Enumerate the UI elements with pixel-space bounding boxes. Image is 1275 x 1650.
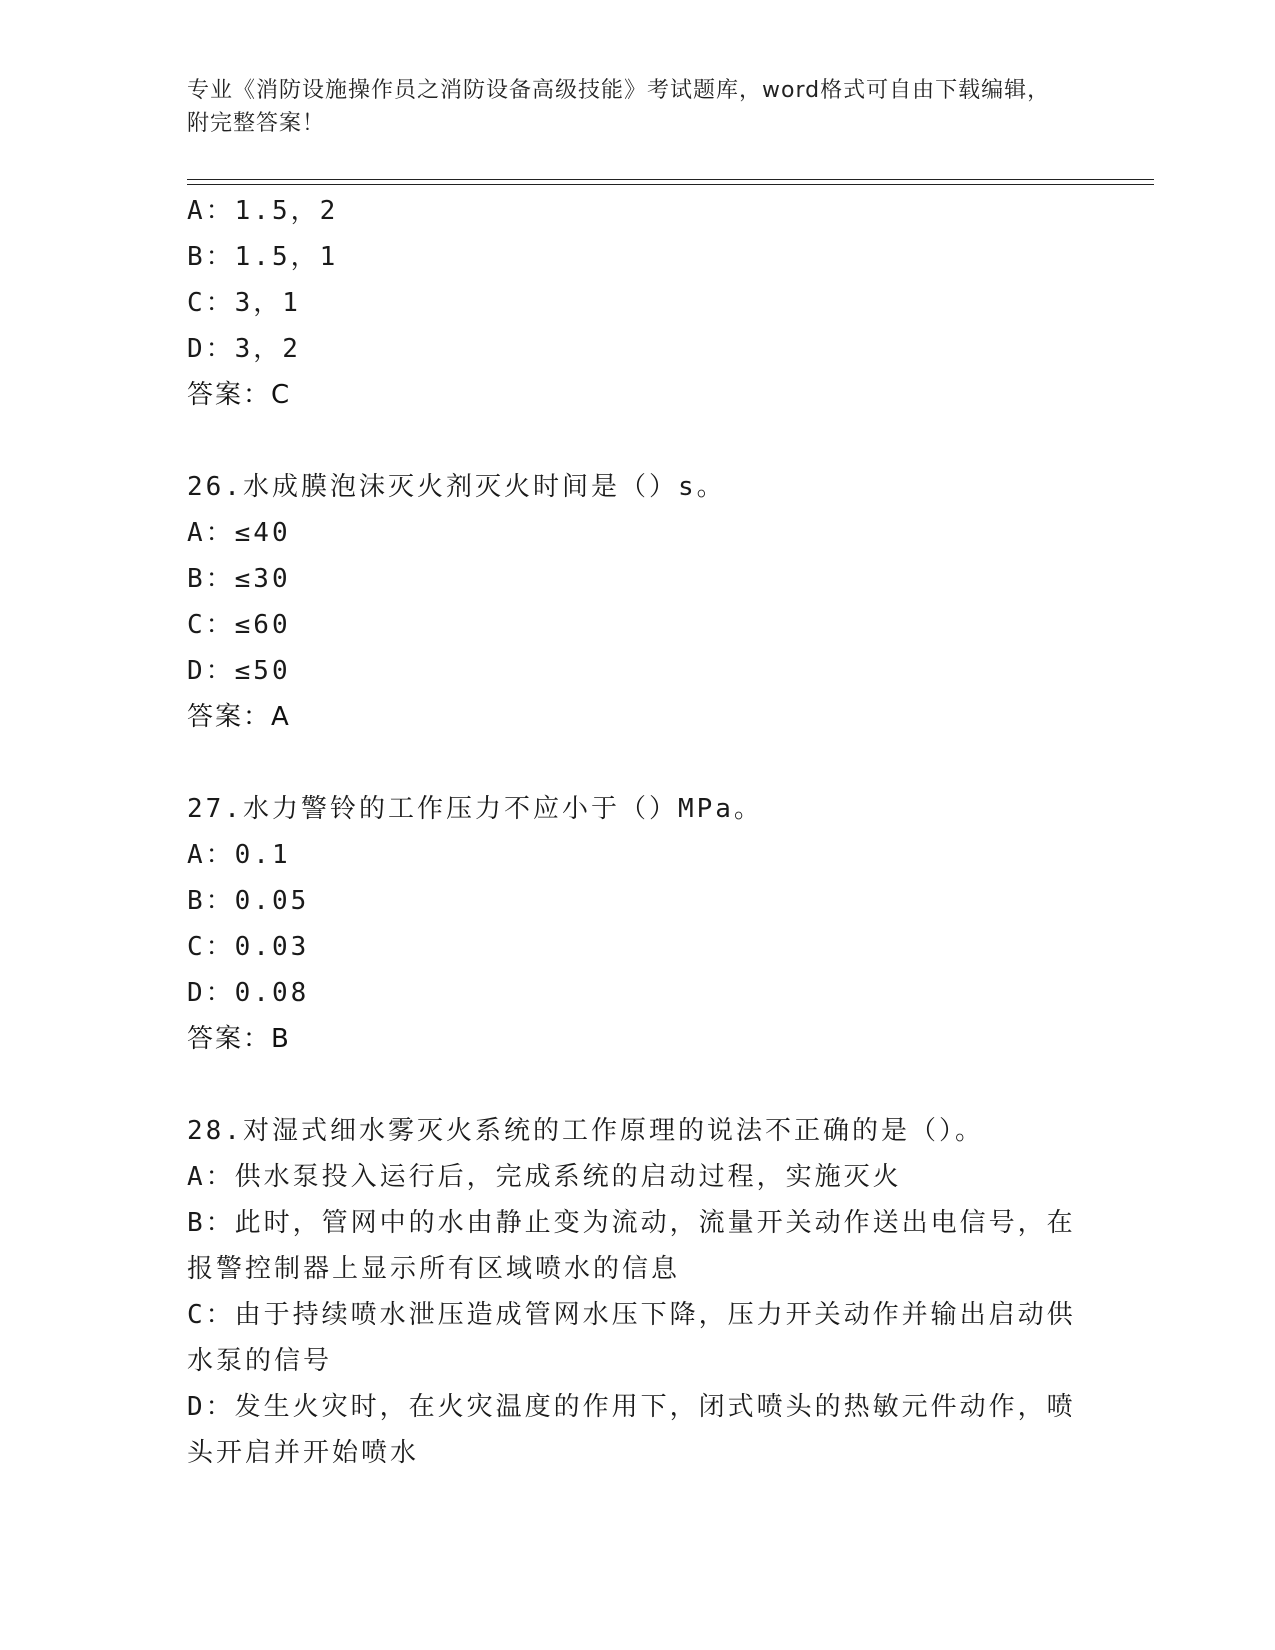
option-a: A：0.1: [187, 840, 291, 870]
option-d: D：3，2: [187, 334, 301, 364]
option-b: B：此时，管网中的水由静止变为流动，流量开关动作送出电信号，在报警控制器上显示所有区域喷水的信息: [187, 1208, 1076, 1284]
answer: 答案：C: [187, 380, 292, 410]
question-28: [187, 1108, 1087, 1476]
option-b: B：≤30: [187, 564, 291, 594]
question-26: [187, 464, 1087, 740]
option-b: B：0.05: [187, 886, 310, 916]
question-stem: 26.水成膜泡沫灭火剂灭火时间是（）s。: [187, 472, 726, 502]
question-stem: 27.水力警铃的工作压力不应小于（）MPa。: [187, 794, 763, 824]
question-25-continued: [187, 188, 1087, 418]
option-c: C：0.03: [187, 932, 310, 962]
option-d: D：发生火灾时，在火灾温度的作用下，闭式喷头的热敏元件动作，喷头开启并开始喷水: [187, 1392, 1076, 1468]
option-b: B：1.5，1: [187, 242, 339, 272]
document-header: 专业《消防设施操作员之消防设备高级技能》考试题库，word格式可自由下载编辑，附完整答案！: [187, 78, 1051, 136]
spacer: [187, 418, 1087, 464]
option-d: D：≤50: [187, 656, 291, 686]
spacer: [187, 740, 1087, 786]
option-a: A：≤40: [187, 518, 291, 548]
option-c: C：由于持续喷水泄压造成管网水压下降，压力开关动作并输出启动供水泵的信号: [187, 1300, 1076, 1376]
spacer: [187, 1062, 1087, 1108]
answer: 答案：B: [187, 1024, 291, 1054]
option-a: A：供水泵投入运行后，完成系统的启动过程，实施灭火: [187, 1162, 902, 1192]
option-c: C：3，1: [187, 288, 301, 318]
option-d: D：0.08: [187, 978, 310, 1008]
answer: 答案：A: [187, 702, 291, 732]
question-stem: 28.对湿式细水雾灭火系统的工作原理的说法不正确的是（）。: [187, 1116, 984, 1146]
option-a: A：1.5，2: [187, 196, 339, 226]
header-divider-bottom: [187, 184, 1154, 185]
question-27: [187, 786, 1087, 1062]
question-content: [187, 188, 1087, 1476]
header-divider-top: [187, 179, 1154, 180]
option-c: C：≤60: [187, 610, 291, 640]
